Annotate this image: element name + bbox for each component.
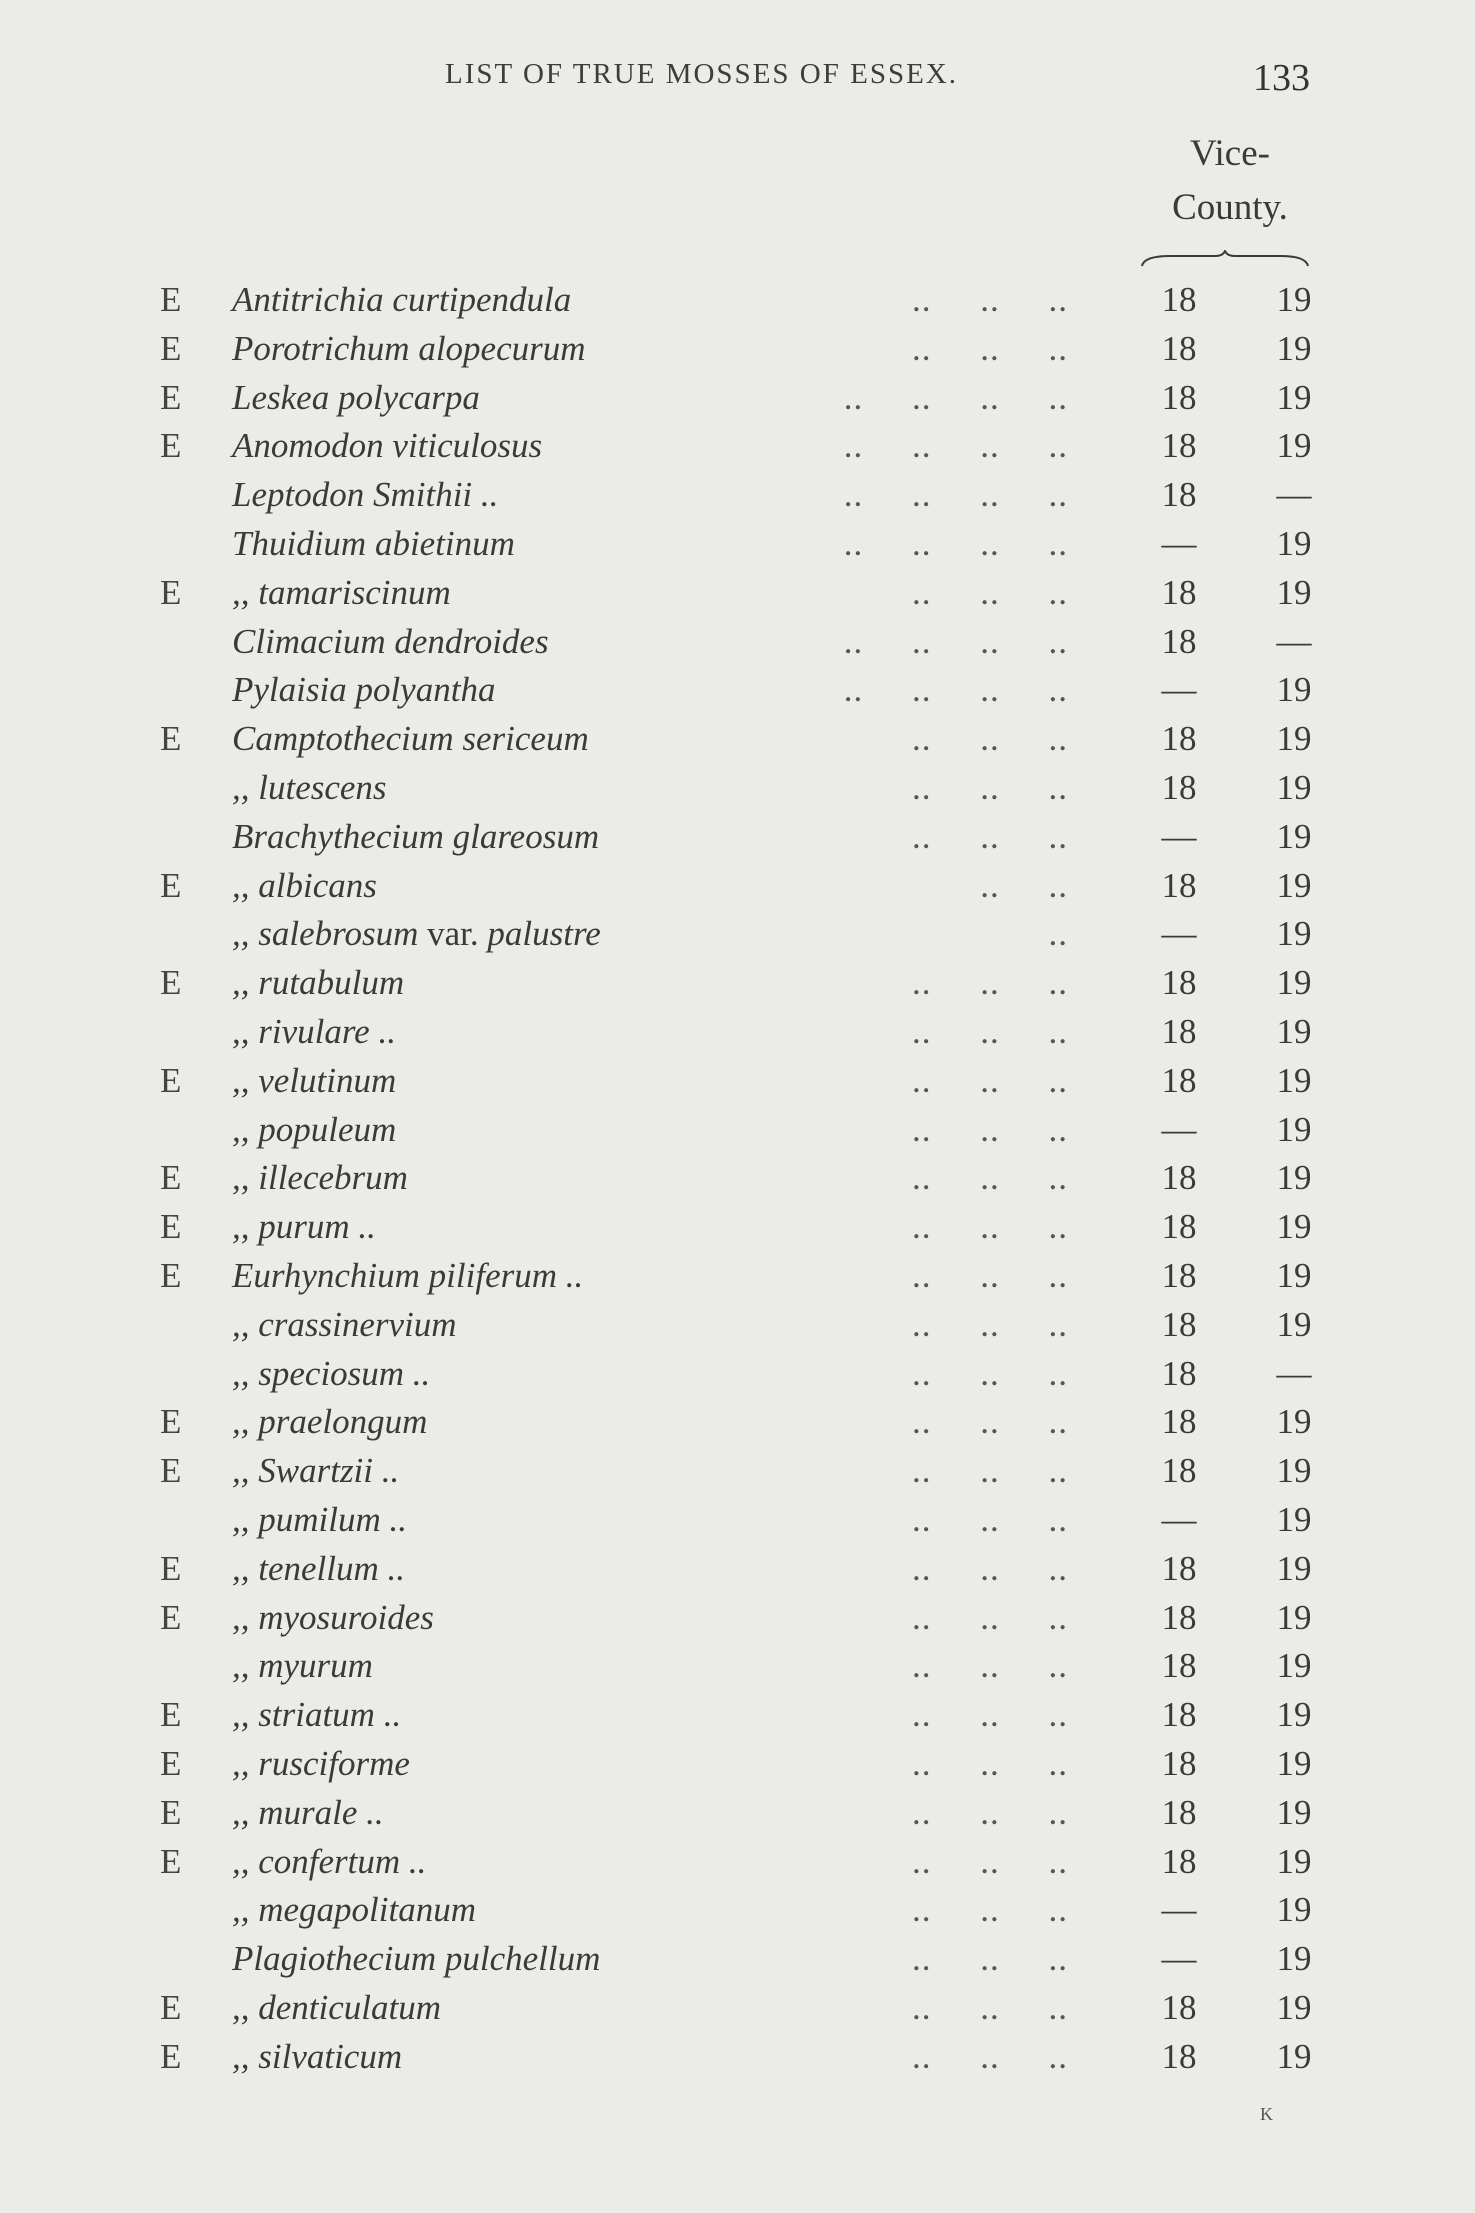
species-name — [232, 1642, 373, 1691]
essex-mark: E — [160, 1548, 182, 1588]
species-name — [232, 862, 377, 911]
vice-county-19: — — [1276, 475, 1312, 515]
list-item — [0, 569, 1475, 618]
list-item — [0, 520, 1475, 569]
list-item — [0, 1691, 1475, 1740]
essex-mark: E — [160, 426, 182, 466]
vice-county-19: 19 — [1276, 670, 1312, 710]
list-item — [0, 715, 1475, 764]
species-name — [232, 471, 498, 520]
species-name — [232, 1106, 396, 1155]
species-name-text: ,, striatum .. — [232, 1695, 402, 1735]
list-item — [0, 1935, 1475, 1984]
list-item — [0, 666, 1475, 715]
vice-county-19: 19 — [1276, 1646, 1312, 1686]
column-header-line2: County. — [1172, 187, 1288, 228]
essex-mark: E — [160, 963, 182, 1003]
leader-dots: .. .. .. — [912, 1695, 1068, 1735]
vice-county-18: 18 — [1161, 328, 1197, 368]
species-name — [232, 1252, 583, 1301]
essex-mark: E — [160, 1597, 182, 1637]
leader-dots: .. .. .. — [912, 1939, 1068, 1979]
vice-county-18: 18 — [1161, 719, 1197, 759]
species-name — [232, 1691, 401, 1740]
vice-county-18: — — [1161, 1939, 1197, 1979]
leader-dots: .. .. .. — [912, 1207, 1068, 1247]
vice-county-19: 19 — [1276, 1987, 1312, 2027]
variety-name: palustre — [487, 914, 601, 954]
vice-county-19: 19 — [1276, 1792, 1312, 1832]
species-name-text: ,, confertum .. — [232, 1841, 427, 1881]
leader-dots: .. .. .. — [912, 1451, 1068, 1491]
species-name-text: ,, praelongum — [232, 1402, 428, 1442]
vice-county-19: 19 — [1276, 1060, 1312, 1100]
species-name — [232, 1935, 600, 1984]
vice-county-18: 18 — [1161, 1011, 1197, 1051]
vice-county-18: 18 — [1161, 963, 1197, 1003]
species-name-text: Leptodon Smithii .. — [232, 475, 499, 515]
vice-county-19: — — [1276, 1353, 1312, 1393]
species-name — [232, 1594, 434, 1643]
leader-dots: .. .. .. — [912, 1499, 1068, 1539]
essex-mark: E — [160, 719, 182, 759]
leader-dots: .. .. .. — [912, 1548, 1068, 1588]
species-name-text: ,, velutinum — [232, 1060, 397, 1100]
signature-mark: K — [1260, 2104, 1273, 2124]
list-item — [0, 618, 1475, 667]
vice-county-18: 18 — [1161, 1353, 1197, 1393]
leader-dots: .. .. .. .. — [843, 621, 1068, 661]
essex-mark: E — [160, 2036, 182, 2076]
vice-county-19: 19 — [1276, 914, 1312, 954]
vice-county-19: 19 — [1276, 1499, 1312, 1539]
list-item — [0, 1740, 1475, 1789]
running-head: LIST OF TRUE MOSSES OF ESSEX. — [445, 58, 958, 90]
vice-county-18: — — [1161, 523, 1197, 563]
species-name — [232, 959, 404, 1008]
vice-county-19: 19 — [1276, 1743, 1312, 1783]
vice-county-19: 19 — [1276, 1158, 1312, 1198]
species-name-text: Thuidium abietinum — [232, 523, 515, 563]
leader-dots: .. .. .. — [912, 1646, 1068, 1686]
vice-county-18: 18 — [1161, 572, 1197, 612]
list-item — [0, 1252, 1475, 1301]
list-item — [0, 959, 1475, 1008]
list-item — [0, 422, 1475, 471]
vice-county-18: 18 — [1161, 2036, 1197, 2076]
list-item — [0, 1301, 1475, 1350]
species-name — [232, 1545, 405, 1594]
species-name — [232, 1301, 457, 1350]
species-name — [232, 1057, 396, 1106]
list-item — [0, 1350, 1475, 1399]
list-item — [0, 1496, 1475, 1545]
list-item — [0, 325, 1475, 374]
essex-mark: E — [160, 1841, 182, 1881]
list-item — [0, 813, 1475, 862]
essex-mark: E — [160, 1402, 182, 1442]
species-name — [232, 325, 586, 374]
leader-dots: .. .. .. — [912, 1158, 1068, 1198]
species-name-text: ,, salebrosum — [232, 914, 419, 954]
list-item — [0, 1008, 1475, 1057]
vice-county-18: 18 — [1161, 767, 1197, 807]
vice-county-19: 19 — [1276, 1207, 1312, 1247]
vice-county-19: 19 — [1276, 1011, 1312, 1051]
vice-county-19: 19 — [1276, 963, 1312, 1003]
vice-county-18: — — [1161, 1109, 1197, 1149]
vice-county-18: 18 — [1161, 1987, 1197, 2027]
leader-dots: .. .. .. — [912, 1890, 1068, 1930]
list-item — [0, 471, 1475, 520]
species-name — [232, 618, 549, 667]
vice-county-18: 18 — [1161, 1646, 1197, 1686]
essex-mark: E — [160, 572, 182, 612]
species-name-text: ,, Swartzii .. — [232, 1451, 400, 1491]
species-name-text: Camptothecium sericeum — [232, 719, 589, 759]
vice-county-19: 19 — [1276, 1939, 1312, 1979]
vice-county-18: 18 — [1161, 865, 1197, 905]
species-name-text: ,, lutescens — [232, 767, 387, 807]
leader-dots: .. .. .. .. — [843, 475, 1068, 515]
vice-county-18: — — [1161, 816, 1197, 856]
leader-dots: .. .. .. — [912, 572, 1068, 612]
essex-mark: E — [160, 1743, 182, 1783]
species-name-text: ,, rivulare .. — [232, 1011, 396, 1051]
vice-county-18: 18 — [1161, 280, 1197, 319]
leader-dots: .. .. .. — [912, 328, 1068, 368]
species-name-text: Brachythecium glareosum — [232, 816, 600, 856]
essex-mark: E — [160, 1060, 182, 1100]
species-name-text: Porotrichum alopecurum — [232, 328, 586, 368]
species-name — [232, 1154, 408, 1203]
leader-dots: .. — [1048, 914, 1068, 954]
species-name-text: Leskea polycarpa — [232, 377, 480, 417]
vice-county-18: 18 — [1161, 1743, 1197, 1783]
column-brace — [1140, 250, 1310, 270]
vice-county-19: 19 — [1276, 1695, 1312, 1735]
vice-county-18: 18 — [1161, 1548, 1197, 1588]
vice-county-19: 19 — [1276, 572, 1312, 612]
vice-county-19: 19 — [1276, 865, 1312, 905]
vice-county-19: 19 — [1276, 816, 1312, 856]
species-name — [232, 422, 542, 471]
vice-county-18: 18 — [1161, 426, 1197, 466]
vice-county-18: 18 — [1161, 1402, 1197, 1442]
species-name-text: ,, tenellum .. — [232, 1548, 406, 1588]
vice-county-18: 18 — [1161, 621, 1197, 661]
species-name — [232, 1350, 430, 1399]
essex-mark: E — [160, 865, 182, 905]
species-name-text: ,, crassinervium — [232, 1304, 457, 1344]
vice-county-19: 19 — [1276, 1597, 1312, 1637]
list-item — [0, 764, 1475, 813]
vice-county-18: — — [1161, 914, 1197, 954]
list-item — [0, 1057, 1475, 1106]
list-item — [0, 2033, 1475, 2082]
species-name — [232, 715, 589, 764]
species-name-text: ,, myurum — [232, 1646, 373, 1686]
species-name-text: ,, illecebrum — [232, 1158, 408, 1198]
vice-county-18: 18 — [1161, 1304, 1197, 1344]
vice-county-19: 19 — [1276, 1548, 1312, 1588]
leader-dots: .. .. .. — [912, 1011, 1068, 1051]
list-item — [0, 1154, 1475, 1203]
variety-abbrev: var. — [427, 914, 479, 954]
vice-county-19: 19 — [1276, 377, 1312, 417]
species-name-text: ,, rusciforme — [232, 1743, 410, 1783]
leader-dots: .. .. .. — [912, 1353, 1068, 1393]
species-name — [232, 813, 599, 862]
leader-dots: .. .. .. — [912, 1987, 1068, 2027]
essex-mark: E — [160, 280, 182, 319]
leader-dots: .. .. .. — [912, 1597, 1068, 1637]
vice-county-19: 19 — [1276, 1304, 1312, 1344]
list-item — [0, 1545, 1475, 1594]
vice-county-19: 19 — [1276, 328, 1312, 368]
vice-county-18: — — [1161, 1499, 1197, 1539]
species-name — [232, 1496, 407, 1545]
vice-county-19: 19 — [1276, 280, 1312, 319]
list-item — [0, 862, 1475, 911]
leader-dots: .. .. — [980, 865, 1068, 905]
leader-dots: .. .. .. — [912, 280, 1068, 319]
leader-dots: .. .. .. .. — [843, 377, 1068, 417]
leader-dots: .. .. .. — [912, 1792, 1068, 1832]
list-item — [0, 1594, 1475, 1643]
vice-county-18: 18 — [1161, 1695, 1197, 1735]
species-name — [232, 1984, 441, 2033]
column-header-line1: Vice- — [1190, 133, 1270, 174]
leader-dots: .. .. .. .. — [843, 670, 1068, 710]
list-item — [0, 1398, 1475, 1447]
vice-county-19: 19 — [1276, 1109, 1312, 1149]
list-item — [0, 1106, 1475, 1155]
vice-county-18: 18 — [1161, 1158, 1197, 1198]
species-name-text: ,, rutabulum — [232, 963, 405, 1003]
leader-dots: .. .. .. — [912, 1109, 1068, 1149]
species-name — [232, 666, 495, 715]
essex-mark: E — [160, 1695, 182, 1735]
species-name — [232, 1008, 396, 1057]
species-name-text: Pylaisia polyantha — [232, 670, 496, 710]
vice-county-19: 19 — [1276, 523, 1312, 563]
vice-county-19: 19 — [1276, 426, 1312, 466]
species-name — [232, 1789, 384, 1838]
essex-mark: E — [160, 1255, 182, 1295]
species-name — [232, 2033, 402, 2082]
list-item — [0, 374, 1475, 423]
leader-dots: .. .. .. — [912, 1402, 1068, 1442]
species-name — [232, 520, 515, 569]
leader-dots: .. .. .. — [912, 816, 1068, 856]
vice-county-18: 18 — [1161, 1060, 1197, 1100]
leader-dots: .. .. .. — [912, 2036, 1068, 2076]
species-name-text: ,, myosuroides — [232, 1597, 434, 1637]
species-name-text: ,, populeum — [232, 1109, 397, 1149]
vice-county-19: 19 — [1276, 1451, 1312, 1491]
species-name-text: Eurhynchium piliferum .. — [232, 1255, 584, 1295]
species-name-text: Climacium dendroides — [232, 621, 549, 661]
list-item — [0, 276, 1475, 325]
list-item — [0, 1447, 1475, 1496]
species-name-text: ,, silvaticum — [232, 2036, 403, 2076]
vice-county-18: 18 — [1161, 1451, 1197, 1491]
essex-mark: E — [160, 377, 182, 417]
essex-mark: E — [160, 1451, 182, 1491]
vice-county-19: 19 — [1276, 719, 1312, 759]
leader-dots: .. .. .. — [912, 1743, 1068, 1783]
species-name — [232, 1398, 427, 1447]
vice-county-18: 18 — [1161, 1255, 1197, 1295]
vice-county-19: 19 — [1276, 2036, 1312, 2076]
vice-county-18: 18 — [1161, 475, 1197, 515]
list-item — [0, 1789, 1475, 1838]
vice-county-18: 18 — [1161, 1207, 1197, 1247]
leader-dots: .. .. .. — [912, 1304, 1068, 1344]
species-name — [232, 1838, 426, 1887]
vice-county-18: 18 — [1161, 1792, 1197, 1832]
vice-county-18: 18 — [1161, 377, 1197, 417]
list-item — [0, 1984, 1475, 2033]
vice-county-18: 18 — [1161, 1841, 1197, 1881]
vice-county-19: 19 — [1276, 1255, 1312, 1295]
species-name-text: ,, albicans — [232, 865, 377, 905]
essex-mark: E — [160, 1158, 182, 1198]
leader-dots: .. .. .. — [912, 963, 1068, 1003]
species-name — [232, 1886, 476, 1935]
species-name — [232, 374, 480, 423]
species-name-text: Plagiothecium pulchellum — [232, 1939, 601, 1979]
leader-dots: .. .. .. — [912, 1060, 1068, 1100]
species-name-text: ,, tamariscinum — [232, 572, 451, 612]
species-name-text: ,, megapolitanum — [232, 1890, 477, 1930]
species-name — [232, 1447, 399, 1496]
species-name-text: ,, murale .. — [232, 1792, 384, 1832]
species-name-text: ,, denticulatum — [232, 1987, 441, 2027]
species-name-text: Anomodon viticulosus — [232, 426, 543, 466]
species-name — [232, 764, 387, 813]
vice-county-18: 18 — [1161, 1597, 1197, 1637]
vice-county-19: 19 — [1276, 1841, 1312, 1881]
species-name — [232, 1740, 410, 1789]
list-item — [0, 1886, 1475, 1935]
species-name — [232, 910, 601, 959]
species-name-text: ,, speciosum .. — [232, 1353, 431, 1393]
essex-mark: E — [160, 1792, 182, 1832]
species-name — [232, 1203, 376, 1252]
page-number: 133 — [1253, 57, 1310, 99]
moss-list — [0, 276, 1475, 2081]
list-item — [0, 1838, 1475, 1887]
leader-dots: .. .. .. — [912, 719, 1068, 759]
leader-dots: .. .. .. — [912, 767, 1068, 807]
leader-dots: .. .. .. .. — [843, 426, 1068, 466]
species-name-text: ,, pumilum .. — [232, 1499, 407, 1539]
list-item — [0, 910, 1475, 959]
species-name — [232, 569, 451, 618]
list-item — [0, 1642, 1475, 1691]
vice-county-19: 19 — [1276, 1890, 1312, 1930]
species-name-text: ,, purum .. — [232, 1207, 376, 1247]
vice-county-18: — — [1161, 1890, 1197, 1930]
vice-county-19: 19 — [1276, 1402, 1312, 1442]
essex-mark: E — [160, 328, 182, 368]
essex-mark: E — [160, 1207, 182, 1247]
leader-dots: .. .. .. — [912, 1841, 1068, 1881]
leader-dots: .. .. .. .. — [843, 523, 1068, 563]
vice-county-19: 19 — [1276, 767, 1312, 807]
leader-dots: .. .. .. — [912, 1255, 1068, 1295]
vice-county-19: — — [1276, 621, 1312, 661]
essex-mark: E — [160, 1987, 182, 2027]
vice-county-18: — — [1161, 670, 1197, 710]
list-item — [0, 1203, 1475, 1252]
species-name — [232, 276, 571, 325]
species-name-text: Antitrichia curtipendula — [232, 280, 572, 319]
